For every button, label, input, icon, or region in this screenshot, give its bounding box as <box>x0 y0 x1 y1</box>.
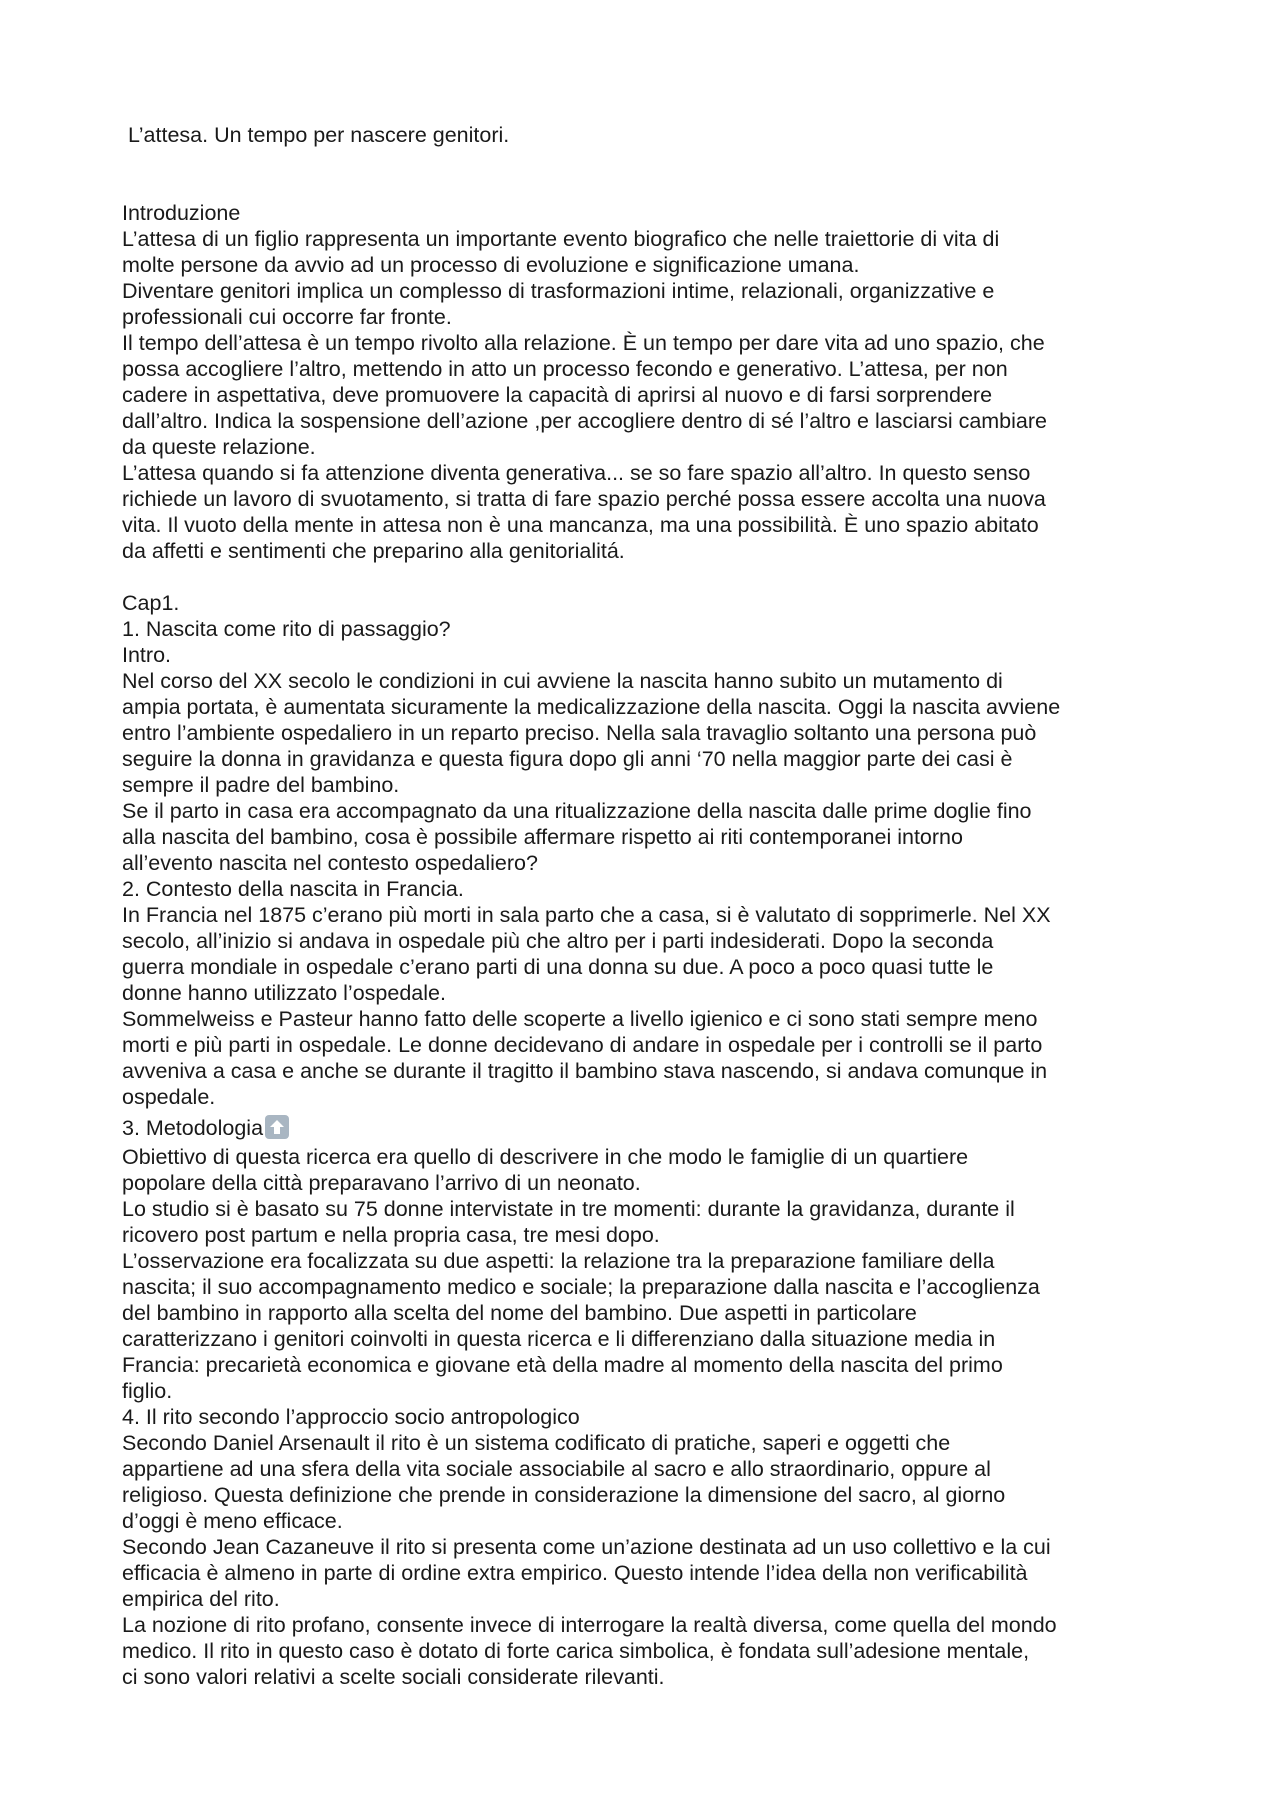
up-arrow-icon <box>265 1115 289 1139</box>
introduction-text-line: Il tempo dell’attesa è un tempo rivolto alla relazione. È un tempo per dare vita ad uno spazio, che <box>122 331 1045 355</box>
chapter-1-text-line: 1. Nascita come rito di passaggio? <box>122 617 451 641</box>
introduction-text-line: cadere in aspettativa, deve promuovere la capacità di aprirsi al nuovo e di farsi sorprendere <box>122 383 993 407</box>
chapter-1-text-line: seguire la donna in gravidanza e questa figura dopo gli anni ‘70 nella maggior parte dei casi è <box>122 747 1013 771</box>
introduction-text-line: richiede un lavoro di svuotamento, si tratta di fare spazio perché possa essere accolta una nuova <box>122 487 1046 511</box>
chapter-1-text-line: Francia: precarietà economica e giovane età della madre al momento della nascita del primo <box>122 1353 1003 1377</box>
introduction-text-line: L’attesa di un figlio rappresenta un importante evento biografico che nelle traiettorie di vita di <box>122 227 1000 251</box>
introduction-text-line: L’attesa quando si fa attenzione diventa generativa... se so fare spazio all’altro. In questo senso <box>122 461 1031 485</box>
introduction-text-line: professionali cui occorre far fronte. <box>122 305 452 329</box>
chapter-1-text-line: Obiettivo di questa ricerca era quello di descrivere in che modo le famiglie di un quartiere <box>122 1145 969 1169</box>
chapter-1-text-part-2 <box>122 1144 1182 1690</box>
section-heading-introduzione: Introduzione <box>122 201 241 225</box>
chapter-1-text-line: entro l’ambiente ospedaliero in un reparto preciso. Nella sala travaglio soltanto una persona può <box>122 721 1037 745</box>
metodologia-heading: 3. Metodologia <box>122 1116 264 1140</box>
metodologia-heading-row <box>122 1115 1182 1141</box>
introduction-text-line: vita. Il vuoto della mente in attesa non è una mancanza, ma una possibilità. È uno spazio abitato <box>122 513 1039 537</box>
chapter-1-text-line: ricovero post partum e nella propria casa, tre mesi dopo. <box>122 1223 660 1247</box>
chapter-1-text-line: Secondo Jean Cazaneuve il rito si presenta come un’azione destinata ad un uso collettivo e la cui <box>122 1535 1051 1559</box>
chapter-1-text-line: religioso. Questa definizione che prende in considerazione la dimensione del sacro, al giorno <box>122 1483 1006 1507</box>
chapter-1-text-line: Nel corso del XX secolo le condizioni in cui avviene la nascita hanno subito un mutamento di <box>122 669 1003 693</box>
chapter-1-text-line: sempre il padre del bambino. <box>122 773 400 797</box>
chapter-1-text-line: empirica del rito. <box>122 1587 280 1611</box>
chapter-1-text-line: Sommelweiss e Pasteur hanno fatto delle scoperte a livello igienico e ci sono stati sempre meno <box>122 1007 1038 1031</box>
chapter-1-text-line: ci sono valori relativi a scelte sociali considerate rilevanti. <box>122 1665 665 1689</box>
chapter-1-text-line: In Francia nel 1875 c’erano più morti in sala parto che a casa, si è valutato di sopprimerle. Nel XX <box>122 903 1051 927</box>
chapter-1-text-line: 2. Contesto della nascita in Francia. <box>122 877 464 901</box>
introduction-text-line: dall’altro. Indica la sospensione dell’azione ,per accogliere dentro di sé l’altro e lasciarsi cambiare <box>122 409 1047 433</box>
chapter-1-text-line: secolo, all’inizio si andava in ospedale più che altro per i parti indesiderati. Dopo la seconda <box>122 929 994 953</box>
chapter-1-text-line: Cap1. <box>122 591 180 615</box>
chapter-1-text-line: L’osservazione era focalizzata su due aspetti: la relazione tra la preparazione familiare della <box>122 1249 995 1273</box>
introduction-section <box>122 200 1182 564</box>
chapter-1-text-line: Intro. <box>122 643 171 667</box>
introduction-text-line: molte persone da avvio ad un processo di evoluzione e significazione umana. <box>122 253 860 277</box>
chapter-1-text-line: avveniva a casa e anche se durante il tragitto il bambino stava nascendo, si andava comunque in <box>122 1059 1048 1083</box>
chapter-1-text-line: caratterizzano i genitori coinvolti in questa ricerca e li differenziano dalla situazione media in <box>122 1327 996 1351</box>
chapter-1-text-line: medico. Il rito in questo caso è dotato di forte carica simbolica, è fondata sull’adesione mentale, <box>122 1639 1030 1663</box>
chapter-1-text-line: La nozione di rito profano, consente invece di interrogare la realtà diversa, come quella del mondo <box>122 1613 1057 1637</box>
chapter-1-text-line: alla nascita del bambino, cosa è possibile affermare rispetto ai riti contemporanei intorno <box>122 825 963 849</box>
chapter-1-text-line: del bambino in rapporto alla scelta del nome del bambino. Due aspetti in particolare <box>122 1301 917 1325</box>
chapter-1-text-line: Secondo Daniel Arsenault il rito è un sistema codificato di pratiche, saperi e oggetti che <box>122 1431 951 1455</box>
chapter-1-text-line: ospedale. <box>122 1085 216 1109</box>
chapter-1-section <box>122 590 1182 1690</box>
chapter-1-text-line: morti e più parti in ospedale. Le donne decidevano di andare in ospedale per i controlli se il parto <box>122 1033 1043 1057</box>
chapter-1-text-line: nascita; il suo accompagnamento medico e sociale; la preparazione dalla nascita e l’accoglienza <box>122 1275 1040 1299</box>
chapter-1-text-line: Se il parto in casa era accompagnato da una ritualizzazione della nascita dalle prime doglie fino <box>122 799 1032 823</box>
chapter-1-text-part-1 <box>122 590 1182 1110</box>
document-page <box>122 122 1182 1690</box>
chapter-1-text-line: 4. Il rito secondo l’approccio socio antropologico <box>122 1405 580 1429</box>
introduction-text-line: possa accogliere l’altro, mettendo in atto un processo fecondo e generativo. L’attesa, per non <box>122 357 1008 381</box>
chapter-1-text-line: Lo studio si è basato su 75 donne intervistate in tre momenti: durante la gravidanza, durante il <box>122 1197 1015 1221</box>
introduction-text-line: da queste relazione. <box>122 435 316 459</box>
chapter-1-text-line: all’evento nascita nel contesto ospedaliero? <box>122 851 538 875</box>
chapter-1-text-line: d’oggi è meno efficace. <box>122 1509 343 1533</box>
introduction-paragraph <box>122 226 1182 564</box>
introduction-text-line: Diventare genitori implica un complesso di trasformazioni intime, relazionali, organizzative e <box>122 279 995 303</box>
document-title: L’attesa. Un tempo per nascere genitori. <box>128 123 510 147</box>
chapter-1-text-line: guerra mondiale in ospedale c’erano parti di una donna su due. A poco a poco quasi tutte le <box>122 955 994 979</box>
chapter-1-text-line: donne hanno utilizzato l’ospedale. <box>122 981 446 1005</box>
chapter-1-text-line: appartiene ad una sfera della vita sociale associabile al sacro e allo straordinario, oppure al <box>122 1457 991 1481</box>
spacer <box>122 564 1182 590</box>
chapter-1-text-line: ampia portata, è aumentata sicuramente la medicalizzazione della nascita. Oggi la nascita avviene <box>122 695 1061 719</box>
introduction-text-line: da affetti e sentimenti che preparino alla genitorialitá. <box>122 539 625 563</box>
chapter-1-text-line: figlio. <box>122 1379 173 1403</box>
chapter-1-text-line: popolare della città preparavano l’arrivo di un neonato. <box>122 1171 641 1195</box>
chapter-1-text-line: efficacia è almeno in parte di ordine extra empirico. Questo intende l’idea della non verificabilità <box>122 1561 1028 1585</box>
